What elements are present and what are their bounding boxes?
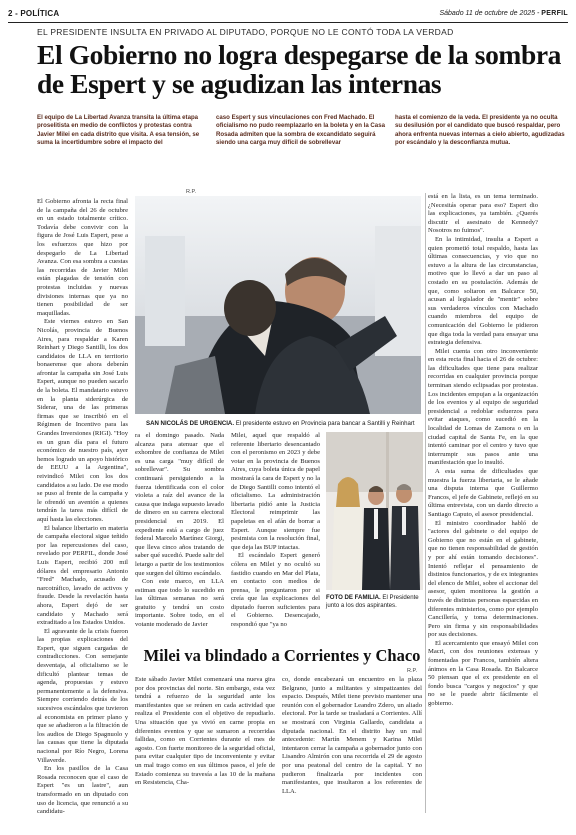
issue-date bbox=[439, 10, 568, 17]
paragraph: El ministro coordinador habló de "actores del gabinete o del equipo de Gobierno que no están en el gabinete, que no tienen responsabilidad de gestión y por ahí están tomando decisiones". Intentó reflejar el pensamiento de distintos funcionarios, y de ex integrantes del elenco de Milei, sobre el accionar del asesor, quien monitorea la gestión a través de distintas personas esparcidas en diferentes ministerios, como por ejemplo Cancillería, y toma determinaciones. Pero sin firma y sin responsabilidades por sus decisiones. bbox=[428, 519, 538, 639]
article-column-2 bbox=[135, 432, 224, 637]
caption-bold: SAN NICOLÁS DE URGENCIA. bbox=[146, 420, 235, 427]
lede bbox=[37, 114, 566, 147]
page-header bbox=[8, 6, 568, 20]
lede-part: caso Espert y sus vinculaciones con Fred Machado. El oficialismo no pudo reemplazarlo en la boleta y en la Casa Rosada admiten que la sombra de excandidato seguirá siendo una carga muy difícil de sobrellevar bbox=[216, 114, 385, 146]
headline: El Gobierno no logra despegarse de la sombra de Espert y se agudizan las internas bbox=[37, 39, 561, 99]
main-photo bbox=[135, 196, 421, 414]
second-byline: R.P. bbox=[407, 668, 417, 674]
column-divider bbox=[425, 193, 426, 813]
main-photo-caption bbox=[146, 420, 426, 428]
paragraph: El Gobierno afronta la recta final de la campaña del 26 de octubre en un estado totalmente crítico. Todavía debe convivir con la figura de José Luis Espert, pese a los esfuerzos que hizo por despegarlo de La Libertad Avanza. Con esa sombra a cuestas las recorridas de Javier Milei están plagadas de tensión con protestas incluidas y nuevas divisiones internas que ya no tienen posibilidad de ser maquilladas. bbox=[37, 198, 128, 317]
byline: R.P. bbox=[186, 189, 196, 195]
kicker: EL PRESIDENTE INSULTA EN PRIVADO AL DIPUTADO, PORQUE NO LE CONTÓ TODA LA VERDAD bbox=[37, 27, 454, 37]
family-photo bbox=[326, 432, 423, 590]
lede-part: El equipo de La Libertad Avanza transita la última etapa proselitista en medio de conflictos y protestas contra Javier Milei en cada distrito que visita. A esa tensión, se suma la incertidumbre sobre el impacto del bbox=[37, 114, 200, 146]
paragraph: A esta suma de dificultades que muestra la fuerza libertaria, se le añade una disputa interna que Guillermo Francos, el jefe de Gabinete, reflejó en su última entrevista, con un dardo directo a Santiago Caputo, el asesor presidencial. bbox=[428, 468, 538, 518]
caption-bold: FOTO DE FAMILIA. bbox=[326, 594, 381, 601]
paragraph: Con este marco, en LLA estiman que todo lo sucedido en las últimas semanas no será gratuito y tendrá un costo importante. Sobre todo, en el votante moderado de Javier bbox=[135, 578, 224, 629]
lede-part: hasta el comienzo de la veda. El presidente ya no oculta su desilusión por el candidato que buscó respaldar, pero ahora enfrenta nuevas internas a cielo abierto, agudizadas por escándalo y la desconfianza mutua. bbox=[395, 114, 565, 146]
second-article-column-2 bbox=[282, 676, 422, 816]
main-photo-image bbox=[135, 196, 421, 414]
paragraph: En los pasillos de la Casa Rosada reconocen que el caso de Espert "es un lastre", aun transformado en un diputado con uso de licencia, que renunció a su candidatu- bbox=[37, 765, 128, 816]
paragraph: El escándalo Espert generó cólera en Milei y no ocultó su fastidio cuando en Mar del Plata, en contacto con medios de prensa, le preguntaron por si creía que las explicaciones del diputado fueron suficientes para el Gobierno. Desencajado, respondió que "ya no bbox=[231, 552, 320, 629]
paragraph: co, donde encabezará un encuentro en la plaza Belgrano, junto a militantes y simpatizantes del espacio. Después, Milei tiene previsto mantener una reunión con el gobernador Leandro Zdero, un aliado electoral. Por la tarde se trasladará a Corrientes. Allí se mostrará con Virginia Gallardo, candidata a diputada nacional. En el distrito hay un mal antecedente: Martín Menem y Karina Milei intentaron cerrar la campaña a gobernador junto con Lisandro Almirón con una recorrida el 29 de agosto por una peatonal del centro de la capital. Y no pudieron finalizarla por incidentes con manifestantes, que insultaron a los referentes de LLA. bbox=[282, 676, 422, 795]
caption-text: El Presidente junto a los dos aspirantes. bbox=[326, 594, 419, 609]
paragraph: En la intimidad, insulta a Espert a quien prometió total respaldo, hasta las últimas consecuencias, y vio que no estuvo a la altura de las circunstancias, motivo que lo llevó a dar un paso al costado en su postulación. Además de que, como soltaron en Balcarce 50, acusan al legislador de "mentir" sobre sus verdaderos vínculos con Machado cuando miembros del equipo de comunicación del Gobierno le pidieron que diga toda la verdad para ensayar una estrategia defensiva. bbox=[428, 235, 538, 347]
article-column-1 bbox=[37, 198, 129, 816]
section-label: 2 - POLÍTICA bbox=[8, 8, 60, 18]
article-column-3 bbox=[231, 432, 320, 637]
paragraph: Milei cuenta con otro inconveniente en esta recta final hacia el 26 de octubre: las dificultades que tiene para realizar recorridas en cualquier provincia porque terminan siendo eclipsadas por protestas. Los incidentes empujan a la organización de los eventos y al equipo de seguridad presidencial a redoblar esfuerzos para evitar ataques, como sucedió en la localidad de Lomas de Zamora o en la ciudad capital de Santa Fe, en la que intentó caminar por el centro y tuvo que interrumpir sus pasos ante una manifestación que lo insultó. bbox=[428, 347, 538, 467]
date-text: Sábado 11 de octubre de 2025 - bbox=[439, 9, 542, 17]
paragraph: está en la lista, es un tema terminado. ¿Necesitás operar para eso? Espert dio las explicaciones, ya también. ¿Querés discutir el asesinato de Kennedy? Nosotros no fuimos". bbox=[428, 193, 538, 235]
paragraph: El agravante de la crisis fueron las propias explicaciones del Espert, que siguen cargadas de contradicciones. Con semejante desventaja, al oficialismo se le dificultó plantear temas de agenda, propuestas y estuvo permanentemente a la defensiva. Siempre corriendo detrás de los sucesivos escándalos que tuvieron al economista en primer plano y que se añadieron a la filtración de los audios de Diego Spagnuolo y las causas que tiene la diputada nacional por Río Negro, Lorena Villaverde. bbox=[37, 627, 128, 764]
family-photo-caption bbox=[326, 594, 423, 610]
paragraph: Este sábado Javier Milei comenzará una nueva gira por dos provincias del norte. Sin embargo, esta vez tendrá a refuerzo de la seguridad ante los manifestantes que se reúnen en cada actividad que realiza el Presidente con el objetivo de repudiarlo. Una situación que ya vivió en carne propia en diferentes eventos y que se sumaron a recorridas fallidas, como en Corrientes durante el mes de agosto. Con fuerte monitoreo de la seguridad oficial, para evitar cualquier tipo de inconveniente y evitar un mal trago como en sus últimos pasos, el jefe de Estado comienza su travesía a las 10 de la mañana en Resistencia, Cha- bbox=[135, 676, 275, 787]
header-rule bbox=[8, 22, 568, 23]
caption-text: El presidente estuvo en Provincia para bancar a Santilli y Reinhart bbox=[234, 420, 415, 427]
family-photo-image bbox=[326, 432, 423, 590]
paragraph: Este viernes estuvo en San Nicolás, provincia de Buenos Aires, para respaldar a Karen Reinhart y Diego Santilli, los dos candidatos de LLA en territorio bonaerense que ahora deberán afrontar la campaña sin José Luis Espert, aunque no pueden sacarlo de la boleta. El mandatario estuvo en la planta siderúrgica de Siderar, una de las primeras firmas que se inscribió en el Régimen de Incentivo para las Grandes Inversiones (RIGI). "Hoy es un gran día para el futuro económico de nuestro país, ayer hemos logrado un apoyo histórico de EEUU a la Argentina", reivindicó Milei con los dos candidatos a su lado. De ese modo se puso al frente de la campaña y le ofrendó un aventón a quienes tendrán la tarea más difícil de aquí hasta las elecciones. bbox=[37, 318, 129, 523]
paragraph: ra el domingo pasado. Nada alcanza para atenuar que el exhombre de confianza de Milei es una carga "muy difícil de sobrellevar". Su sombra continuará persiguiendo a la fuerza identificada con el color violeta a raíz del avance de la causa que indaga supuesto lavado de dinero en su carrera electoral presidencial en 2019. El expediente está a cargo de juez federal Marcelo Martínez Giorgi, que lleva cinco años tratando de saber qué sucedió. Puede salir del letargo a partir de los testimonios que surgen del último escándalo. bbox=[135, 432, 224, 577]
second-article-column-1 bbox=[135, 676, 275, 816]
paper-name: PERFIL bbox=[541, 9, 568, 17]
paragraph: El balance libertario en materia de campaña electoral sigue teñido por las repercusiones del caso, revelado por PERFIL, donde José Luis Espert, recibió 200 mil dólares del empresario Antonio "Fred" Machado, acusado de narcotráfico, lavado de activos y fraude. Desde la revelación hasta ahora, Espert dejó de ser candidato y Machado será extraditado a los Estados Unidos. bbox=[37, 524, 128, 627]
second-headline: Milei va blindado a Corrientes y Chaco bbox=[143, 646, 421, 665]
paragraph: Milei, aquel que respaldó al referente libertario desencantado con el peronismo en 2023 y debe votar en la provincia de Buenos Aires, cuya boleta única de papel mostrará la cara de Espert y no la de Diego Santilli como intentó el oficialismo. La administración libertaria pidió ante la Justicia Electoral reimprimir las papeletas en el afán de borrar a Espert. Aunque siempre fue pesimista con la resolución final, que deja las BUP intactas. bbox=[231, 432, 320, 551]
paragraph: El acercamiento que ensayó Milei con Macri, con dos reuniones extensas y fomentadas por Francos, también altera ánimos en la Casa Rosada. En Balcarce 50 piensan que el ex presidente en el fondo busca "cargos y negocios" y que no se le puede abrir fácilmente el gobierno. bbox=[428, 639, 538, 708]
article-column-4 bbox=[428, 193, 538, 818]
